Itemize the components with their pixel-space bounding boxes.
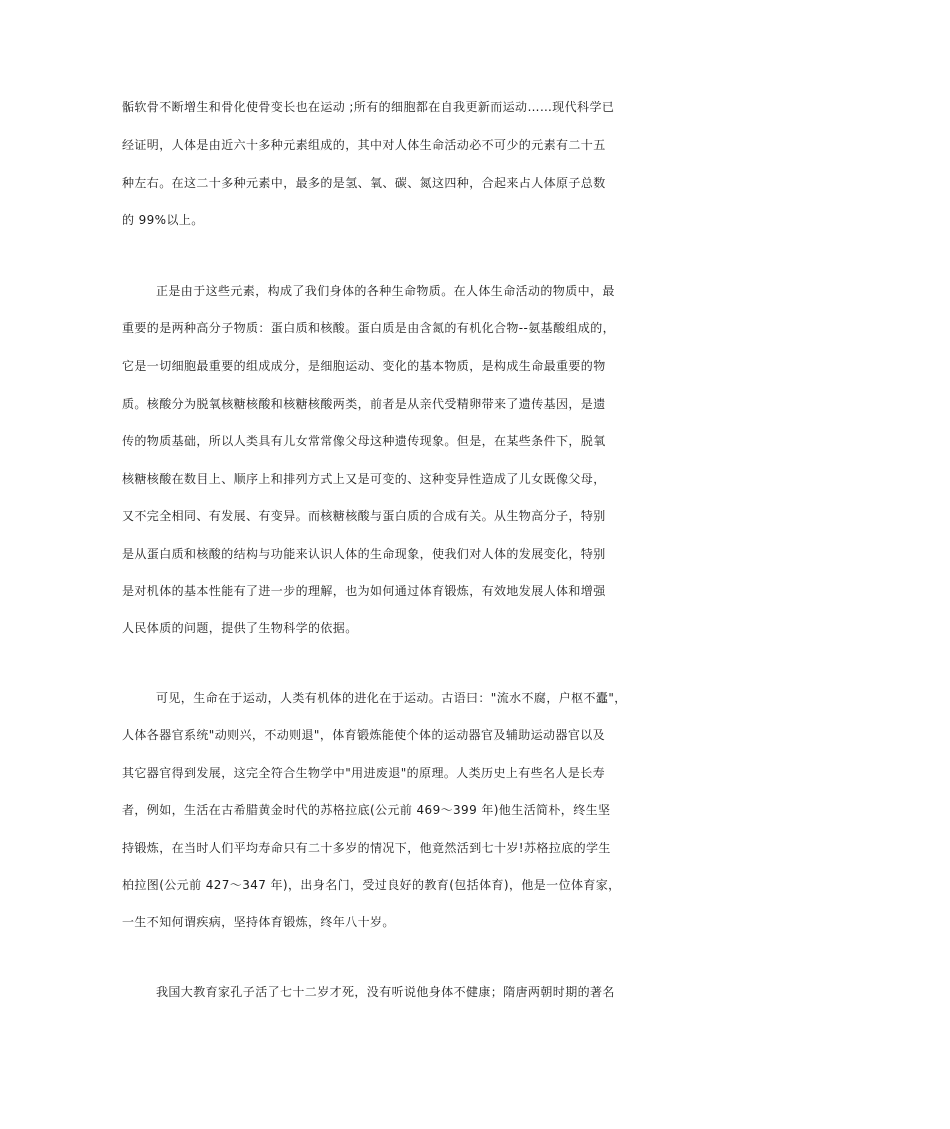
text-line: 人民体质的问题，提供了生物科学的依据。 [122,621,358,635]
text-line: 柏拉图(公元前 427～347 年)，出身名门，受过良好的教育(包括体育)，他是一位体育家， [122,878,621,892]
text-line: 核糖核酸在数目上、顺序上和排列方式上又是可变的、这种变异性造成了儿女既像父母， [122,472,606,486]
text-line: 骺软骨不断增生和骨化使骨变长也在运动 ;所有的细胞都在自我更新而运动……现代科学已 [122,100,615,114]
text-line: 传的物质基础，所以人类具有儿女常常像父母这种遗传现象。但是，在某些条件下，脱氧 [122,434,606,448]
text-line: 是对机体的基本性能有了进一步的理解，也为如何通过体育锻炼，有效地发展人体和增强 [122,584,606,598]
text-line: 人体各器官系统"动则兴，不动则退"，体育锻炼能使个体的运动器官及辅助运动器官以及 [122,728,606,742]
text-line: 者，例如，生活在古希腊黄金时代的苏格拉底(公元前 469～399 年)他生活简朴，终生坚 [122,803,611,817]
text-line: 重要的是两种高分子物质：蛋白质和核酸。蛋白质是由含氮的有机化合物--氨基酸组成的， [122,321,616,335]
text-line: 质。核酸分为脱氧核糖核酸和核糖核酸两类，前者是从亲代受精卵带来了遗传基因，是遗 [122,397,606,411]
text-line: 经证明，人体是由近六十多种元素组成的，其中对人体生命活动必不可少的元素有二十五 [122,138,606,152]
text-line: 正是由于这些元素，构成了我们身体的各种生命物质。在人体生命活动的物质中，最 [156,284,615,298]
text-line: 种左右。在这二十多种元素中，最多的是氢、氧、碳、氮这四种，合起来占人体原子总数 [122,176,606,190]
text-line: 是从蛋白质和核酸的结构与功能来认识人体的生命现象，使我们对人体的发展变化，特别 [122,547,606,561]
text-line: 我国大教育家孔子活了七十二岁才死，没有听说他身体不健康；隋唐两朝时期的著名 [156,985,615,999]
text-line: 又不完全相同、有发展、有变异。而核糖核酸与蛋白质的合成有关。从生物高分子，特别 [122,509,606,523]
text-line: 其它器官得到发展，这完全符合生物学中"用进废退"的原理。人类历史上有些名人是长寿 [122,766,606,780]
text-line: 持锻炼，在当时人们平均寿命只有二十多岁的情况下，他竟然活到七十岁!苏格拉底的学生 [122,841,611,855]
text-line: 一生不知何谓疾病，坚持体育锻炼，终年八十岁。 [122,915,395,929]
text-line: 可见，生命在于运动，人类有机体的进化在于运动。古语曰："流水不腐，户枢不蠹"， [156,691,627,705]
text-line: 的 99%以上。 [122,213,204,227]
text-line: 它是一切细胞最重要的组成成分，是细胞运动、变化的基本物质，是构成生命最重要的物 [122,359,606,373]
